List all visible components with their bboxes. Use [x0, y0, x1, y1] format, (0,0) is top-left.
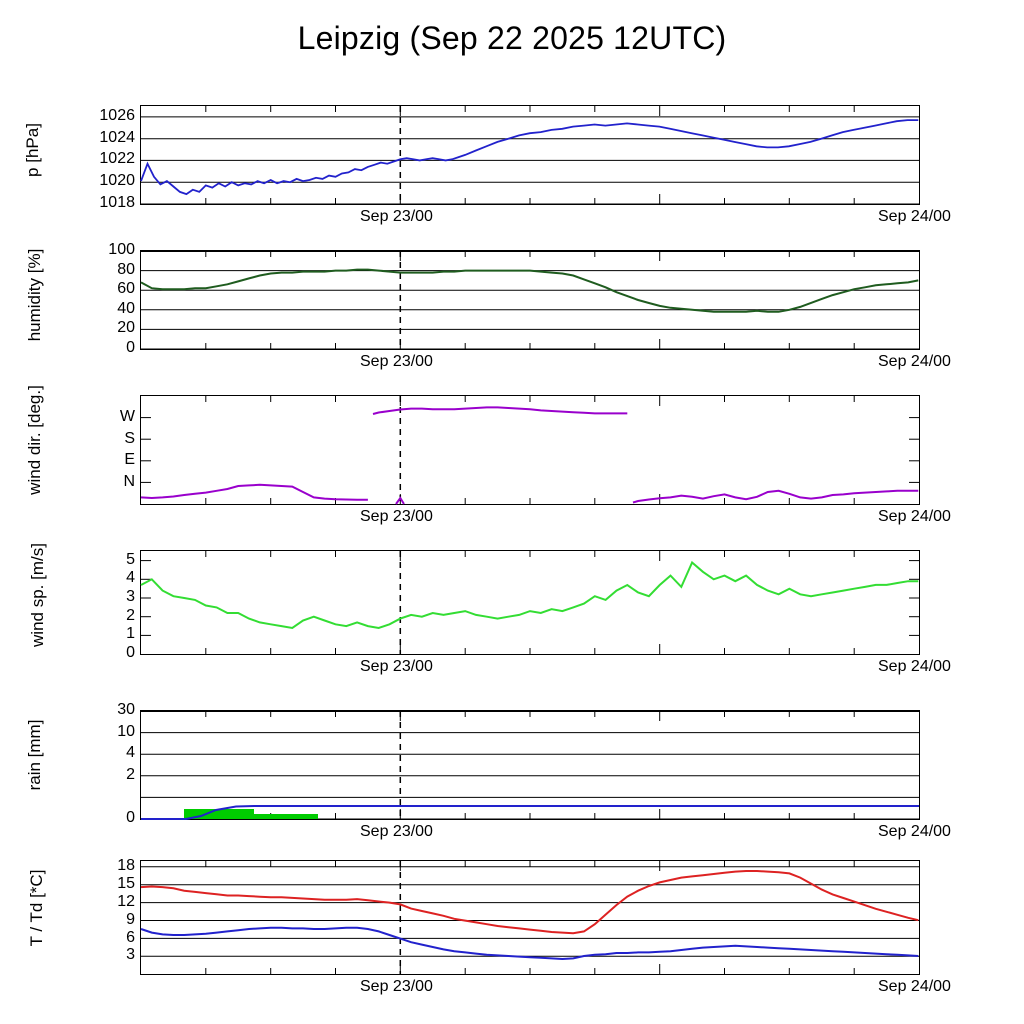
- ytick-wd-N: N: [123, 473, 135, 490]
- ytick-p-1018: 1018: [99, 194, 135, 211]
- panel-pressure: [0, 95, 1024, 230]
- ytick-rain-2: 2: [126, 766, 135, 783]
- xtick-h-sep24: Sep 24/00: [878, 353, 951, 370]
- rain-bar: [254, 814, 318, 819]
- pressure-svg: [141, 106, 919, 204]
- ytick-p-1024: 1024: [99, 129, 135, 146]
- axis-label-temperature: T / Td [*C]: [27, 869, 46, 947]
- humidity-svg: [141, 251, 919, 349]
- xtick-rain-sep23: Sep 23/00: [360, 823, 433, 840]
- plot-area-humidity: [140, 250, 920, 350]
- xtick-p-sep23: Sep 23/00: [360, 208, 433, 225]
- ytick-t-3: 3: [126, 946, 135, 963]
- xtick-p-sep24: Sep 24/00: [878, 208, 951, 225]
- ytick-h-20: 20: [117, 319, 135, 336]
- ytick-ws-5: 5: [126, 551, 135, 568]
- ytick-t-9: 9: [126, 911, 135, 928]
- ytick-h-100: 100: [108, 241, 135, 258]
- ytick-rain-0: 0: [126, 809, 135, 826]
- plot-area-wind-speed: [140, 550, 920, 655]
- panel-wind-direction: [0, 385, 1024, 525]
- ytick-ws-1: 1: [126, 625, 135, 642]
- ytick-t-12: 12: [117, 893, 135, 910]
- plot-area-wind-direction: [140, 395, 920, 505]
- plot-area-temperature: [140, 860, 920, 975]
- panel-wind-speed: [0, 540, 1024, 675]
- axis-label-humidity: humidity [%]: [25, 248, 44, 342]
- xtick-wd-sep23: Sep 23/00: [360, 508, 433, 525]
- ytick-t-18: 18: [117, 857, 135, 874]
- ytick-p-1026: 1026: [99, 107, 135, 124]
- ytick-rain-30: 30: [117, 701, 135, 718]
- xtick-ws-sep24: Sep 24/00: [878, 658, 951, 675]
- ytick-h-60: 60: [117, 280, 135, 297]
- panel-humidity: [0, 240, 1024, 375]
- wind-dir-svg: [141, 396, 919, 504]
- ytick-h-0: 0: [126, 339, 135, 356]
- axis-label-wind-speed: wind sp. [m/s]: [28, 543, 47, 647]
- rain-svg: [141, 711, 919, 819]
- temperature-svg: [141, 861, 919, 974]
- xtick-t-sep24: Sep 24/00: [878, 978, 951, 995]
- ytick-h-40: 40: [117, 300, 135, 317]
- ytick-p-1020: 1020: [99, 172, 135, 189]
- xtick-ws-sep23: Sep 23/00: [360, 658, 433, 675]
- ytick-h-80: 80: [117, 261, 135, 278]
- ytick-wd-S: S: [124, 430, 135, 447]
- axis-label-pressure: p [hPa]: [23, 123, 42, 177]
- axis-label-wind-direction: wind dir. [deg.]: [25, 385, 44, 495]
- xtick-t-sep23: Sep 23/00: [360, 978, 433, 995]
- page-title: Leipzig (Sep 22 2025 12UTC): [297, 20, 727, 56]
- panel-temperature: [0, 850, 1024, 995]
- plot-area-rain: [140, 710, 920, 820]
- ytick-t-15: 15: [117, 875, 135, 892]
- plot-area-pressure: [140, 105, 920, 205]
- ytick-wd-E: E: [124, 451, 135, 468]
- ytick-ws-0: 0: [126, 644, 135, 661]
- ytick-ws-2: 2: [126, 607, 135, 624]
- ytick-wd-W: W: [119, 408, 135, 425]
- xtick-rain-sep24: Sep 24/00: [878, 823, 951, 840]
- ytick-ws-4: 4: [126, 569, 135, 586]
- ytick-t-6: 6: [126, 929, 135, 946]
- xtick-h-sep23: Sep 23/00: [360, 353, 433, 370]
- panel-rain: [0, 700, 1024, 840]
- ytick-rain-10: 10: [117, 723, 135, 740]
- ytick-ws-3: 3: [126, 588, 135, 605]
- ytick-rain-4: 4: [126, 744, 135, 761]
- ytick-p-1022: 1022: [99, 150, 135, 167]
- xtick-wd-sep24: Sep 24/00: [878, 508, 951, 525]
- wind-speed-svg: [141, 551, 919, 654]
- axis-label-rain: rain [mm]: [25, 719, 44, 791]
